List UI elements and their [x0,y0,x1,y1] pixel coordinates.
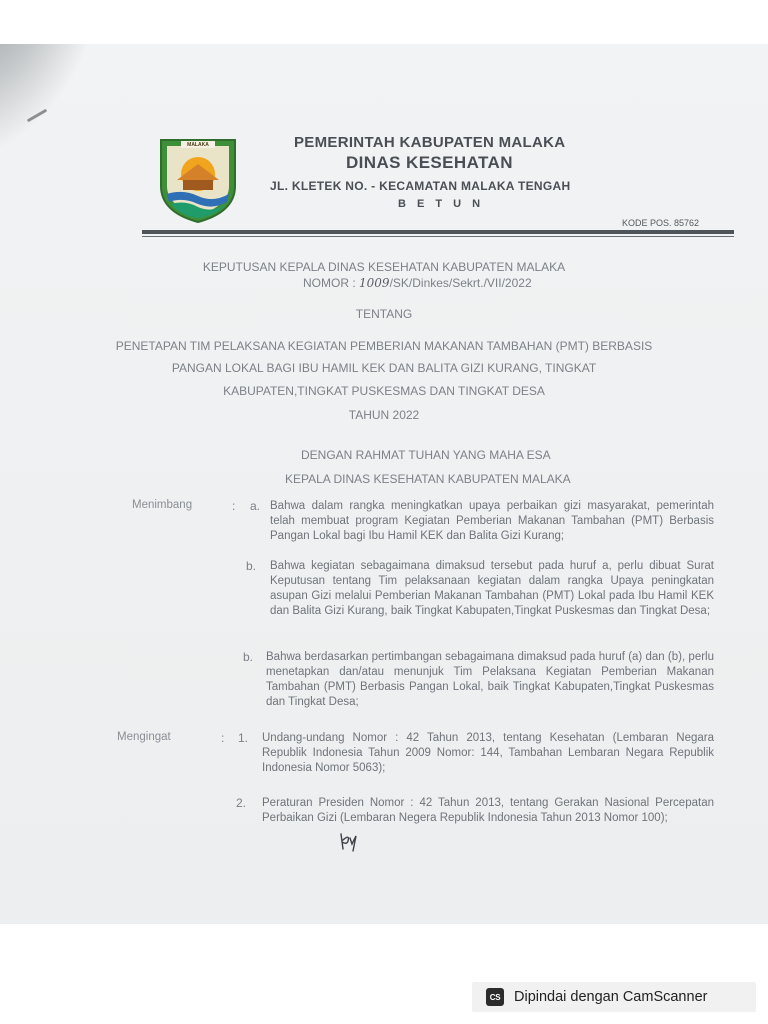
menimbang-mark-a: a. [250,499,261,513]
subject-line-1: PENETAPAN TIM PELAKSANA KEGIATAN PEMBERIAN MAKANAN TAMBAHAN (PMT) BERBASIS [115,339,653,353]
decree-number-suffix: /SK/Dinkes/Sekrt./VII/2022 [389,276,532,290]
mengingat-label: Mengingat [117,731,171,743]
decree-number [303,276,532,290]
subject-line-3: KABUPATEN,TINGKAT PUSKESMAS DAN TINGKAT DESA [223,384,545,398]
menimbang-item-b: Bahwa kegiatan sebagaimana dimaksud tersebut pada huruf a, perlu dibuat Surat Keputusan tentang Tim pelaksanaan kegiatan dalam rangka Upaya peningkatan asupan Gizi melalui Pemberian Makanan Tambahan (PMT) Lokal pada Ibu Hamil KEK dan Balita Gizi Kurang, baik Tingkat Kabupaten,Tingkat Puskesmas dan Tingkat Desa; [270,560,714,617]
letterhead-rule-thick [142,230,734,234]
menimbang-colon: : [232,499,236,513]
menimbang-mark-b: b. [246,559,257,573]
decree-number-prefix: NOMOR : [303,276,356,290]
decree-title: KEPUTUSAN KEPALA DINAS KESEHATAN KABUPATEN MALAKA [202,260,566,274]
subject-line-2: PANGAN LOKAL BAGI IBU HAMIL KEK DAN BALITA GIZI KURANG, TINGKAT [171,361,597,375]
menimbang-label: Menimbang [132,499,193,511]
camscanner-logo-icon: CS [486,988,504,1006]
handwritten-initial-signature [338,832,362,852]
decree-about: TENTANG [355,307,413,321]
menimbang-mark-c: b. [243,650,254,664]
government-name: PEMERINTAH KABUPATEN MALAKA [294,134,566,151]
camscanner-watermark [472,982,756,1012]
postal-code: KODE POS. 85762 [622,218,700,228]
camscanner-text: Dipindai dengan CamScanner [514,989,708,1005]
blessing-line: DENGAN RAHMAT TUHAN YANG MAHA ESA [301,448,551,462]
subject-year: TAHUN 2022 [348,408,420,422]
mengingat-mark-2: 2. [236,796,247,810]
letterhead-rule-thin [142,236,734,237]
department-name: DINAS KESEHATAN [346,153,513,172]
logo-caption: MALAKA [187,142,209,148]
mengingat-item-2: Peraturan Presiden Nomor : 42 Tahun 2013, tentang Gerakan Nasional Percepatan Perbaikan Gizi (Lembaran Negera Republik Indonesia Tahun 2013 Nomor 100); [262,797,714,824]
menimbang-item-a: Bahwa dalam rangka meningkatkan upaya perbaikan gizi masyarakat, pemerintah telah membuat program Kegiatan Pemberian Makanan Tambahan (PMT) Berbasis Pangan Lokal bagi Ibu Hamil KEK dan Balita Gizi Kurang; [270,500,714,542]
decree-number-handwritten: 1009 [359,276,390,290]
page-corner-shadow [0,44,94,187]
mengingat-mark-1: 1. [238,731,249,745]
menimbang-item-c: Bahwa berdasarkan pertimbangan sebagaimana dimaksud pada huruf (a) dan (b), perlu menetapkan dan/atau menunjuk Tim Pelaksana Kegiatan Pemberian Makanan Tambahan (PMT) Berbasis Pangan Lokal, baik Tingkat Kabupaten,Tingkat Puskesmas dan Tingkat Desa; [266,651,714,708]
issuing-official: KEPALA DINAS KESEHATAN KABUPATEN MALAKA [285,472,571,486]
mengingat-item-1: Undang-undang Nomor : 42 Tahun 2013, tentang Kesehatan (Lembaran Negara Republik Indonesia Tahun 2009 Nomor: 144, Tambahan Lembaran Negara Republik Indonesia Nomor 5063); [262,732,714,774]
office-city: B E T U N [398,198,485,210]
mengingat-colon: : [221,731,225,745]
office-address: JL. KLETEK NO. - KECAMATAN MALAKA TENGAH [270,179,571,193]
